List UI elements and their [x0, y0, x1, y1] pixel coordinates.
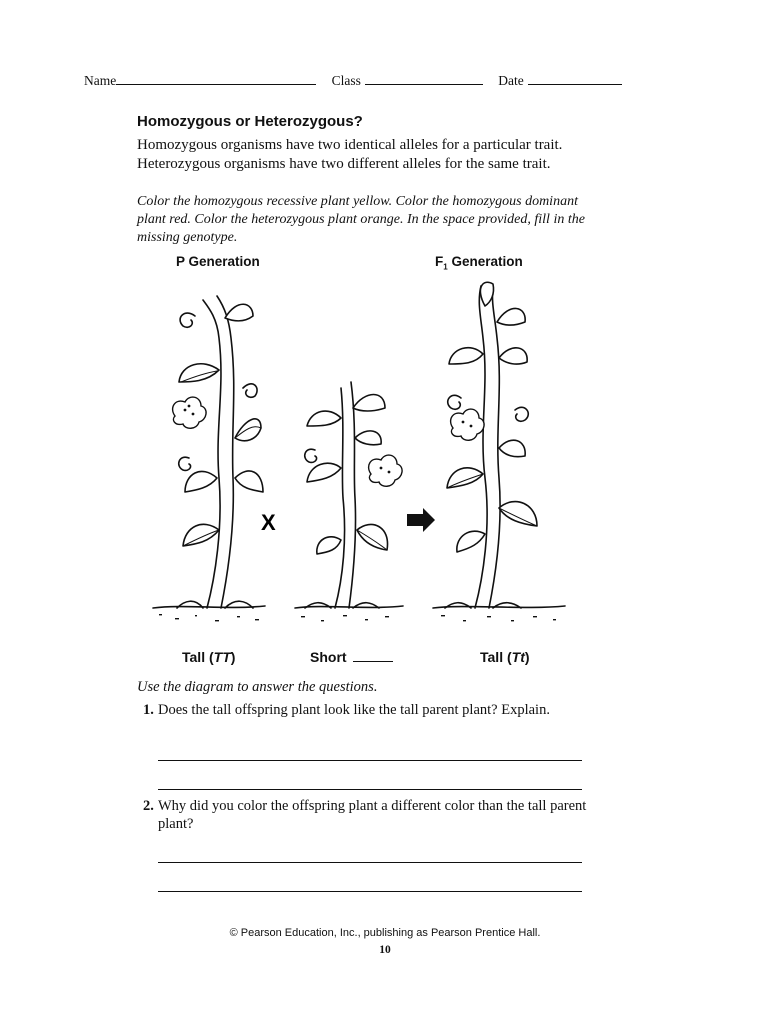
question-2-number: 2. — [143, 798, 154, 814]
offspring-genotype: Tt — [511, 649, 525, 665]
header-row — [84, 72, 644, 89]
answer-line-2b[interactable] — [158, 891, 582, 892]
arrow-icon — [407, 508, 435, 532]
answer-line-1b[interactable] — [158, 789, 582, 790]
f1-prefix: F — [435, 254, 444, 269]
answer-line-2a[interactable] — [158, 862, 582, 863]
worksheet-title: Homozygous or Heterozygous? — [137, 113, 363, 130]
f1-subscript: 1 — [443, 262, 448, 272]
short-genotype-field[interactable] — [353, 649, 393, 662]
date-label: Date — [498, 73, 524, 88]
offspring-label: Tall (Tt) — [480, 649, 530, 665]
instructions: Color the homozygous recessive plant yellow. Color the homozygous dominant plant red. Color the heterozygous plant orange. In the space provided, fill in the missing genotype. — [137, 194, 585, 245]
question-1-text: Does the tall offspring plant look like the tall parent plant? Explain. — [158, 702, 550, 718]
question-2 — [143, 797, 593, 833]
question-1-number: 1. — [143, 702, 154, 718]
intro-paragraph: Homozygous organisms have two identical alleles for a particular trait. Heterozygous organisms have two different alleles for the same trait. — [137, 137, 563, 172]
class-field[interactable] — [365, 72, 483, 85]
questions-intro: Use the diagram to answer the questions. — [137, 679, 378, 695]
question-1 — [143, 701, 593, 719]
tall-parent-label: Tall (TT) — [182, 649, 236, 665]
short-parent-word: Short — [310, 649, 347, 665]
f1-generation-label — [435, 254, 523, 272]
short-parent-label — [310, 649, 393, 665]
cross-symbol: X — [261, 510, 276, 535]
page-number: 10 — [379, 944, 391, 956]
date-field[interactable] — [528, 72, 622, 85]
tall-offspring-plant[interactable] — [445, 282, 537, 608]
question-2-text: Why did you color the offspring plant a different color than the tall parent plant? — [158, 798, 587, 832]
answer-line-1a[interactable] — [158, 760, 582, 761]
short-parent-plant[interactable] — [305, 382, 402, 608]
name-field[interactable] — [116, 72, 316, 85]
class-label: Class — [331, 73, 361, 88]
tall-parent-plant[interactable] — [173, 296, 263, 608]
p-generation-label: P Generation — [176, 254, 260, 269]
f1-suffix: Generation — [447, 254, 523, 269]
offspring-word: Tall — [480, 649, 504, 665]
name-label: Name — [84, 73, 117, 88]
plants-diagram — [145, 278, 575, 640]
tall-parent-word: Tall — [182, 649, 206, 665]
soil-lines — [153, 606, 565, 621]
copyright-footer: © Pearson Education, Inc., publishing as Pearson Prentice Hall. — [229, 927, 541, 939]
tall-parent-genotype: TT — [213, 649, 231, 665]
